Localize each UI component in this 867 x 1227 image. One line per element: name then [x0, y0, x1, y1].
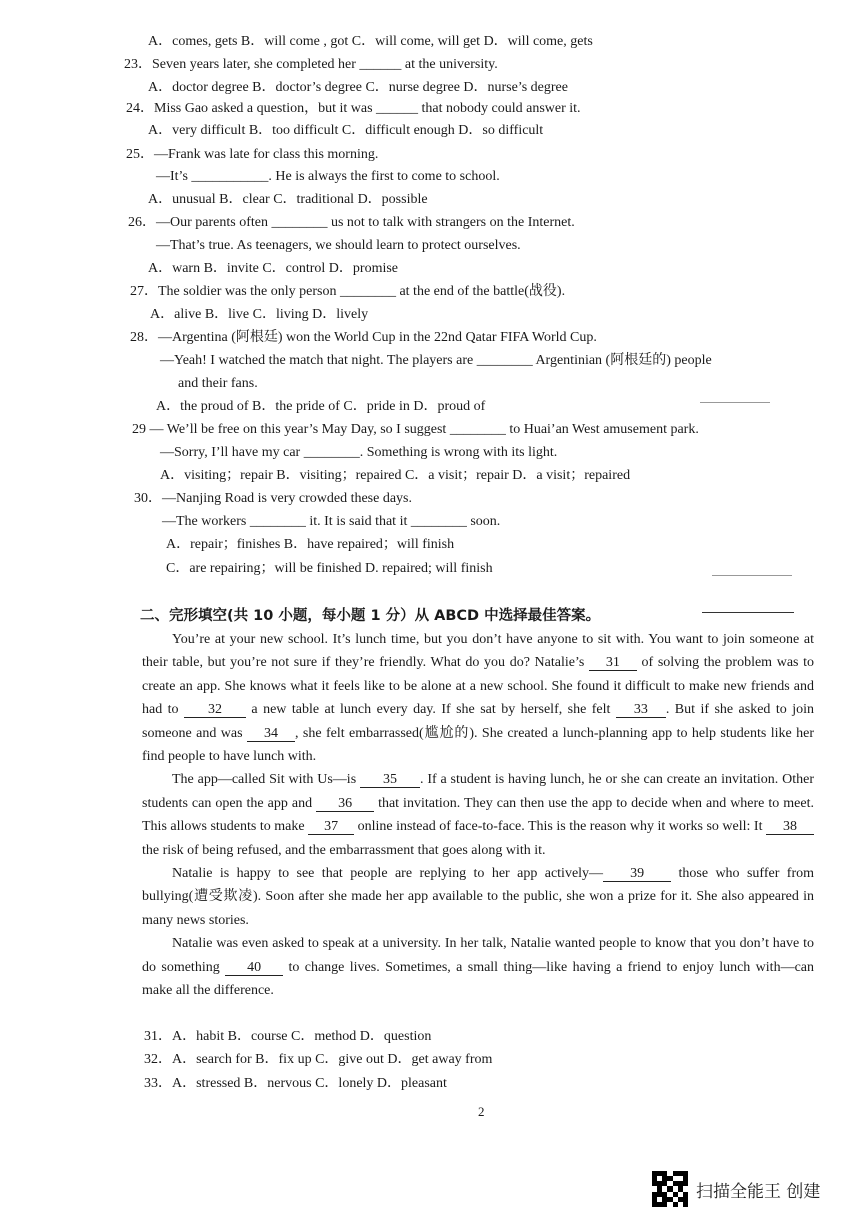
- question-line: 24．Miss Gao asked a question，but it was ______ that nobody could answer it.: [126, 101, 581, 116]
- passage-text: a new table at lunch every day. If she sat by herself, she felt: [245, 702, 616, 718]
- page-number: 2: [478, 1104, 485, 1119]
- scan-artifact: [702, 612, 794, 613]
- blank-number: 40: [225, 961, 283, 976]
- passage-text: online instead of face-to-face. This is the reason why it works so well: It: [354, 819, 766, 835]
- passage-text: of solving the problem was to create an app. She knows what it feels like to be alone at a new school. She found it difficult to make new friends and had to: [142, 655, 814, 718]
- question-line: —The workers ________ it. It is said that it ________ soon.: [162, 514, 501, 529]
- question-line: A．very difficult B．too difficult C．difficult enough D．so difficult: [148, 123, 544, 138]
- question-line: 27．The soldier was the only person ________ at the end of the battle(战役).: [130, 284, 566, 299]
- passage-text: . But if she asked to join someone and was: [142, 702, 814, 741]
- scanner-watermark: [652, 1171, 820, 1207]
- blank-number: 36: [316, 797, 374, 812]
- passage-text: The app—called Sit with Us—is: [172, 772, 360, 788]
- question-line: 25．—Frank was late for class this morning.: [126, 147, 379, 162]
- blank-number: 38: [766, 820, 814, 835]
- passage-text: , she felt embarrassed(尴尬的). She created a lunch-planning app to help students like her find people to have lunch with.: [142, 725, 814, 765]
- option-line: 31．A．habit B．course C．method D．question: [144, 1029, 432, 1044]
- blank-number: 39: [603, 867, 671, 882]
- passage-text: those who suffer from bullying(遭受欺凌). Soon after she made her app available to the public, she won a prize for it. She also appeared in many news stories.: [142, 866, 814, 928]
- section-heading: 二、完形填空(共 10 小题，每小题 1 分）从 ABCD 中选择最佳答案。: [140, 608, 601, 624]
- passage-text: You’re at your new school. It’s lunch time, but you don’t have anyone to sit with. You want to join someone at their table, but you’re not sure if they’re friendly. What do you do? Natalie’s: [142, 632, 814, 671]
- question-line: and their fans.: [178, 376, 258, 391]
- question-line: A．alive B．live C．living D．lively: [150, 307, 369, 322]
- scan-artifact: [712, 575, 792, 576]
- question-line: 26．—Our parents often ________ us not to talk with strangers on the Internet.: [128, 215, 575, 230]
- question-line: A．visiting；repair B．visiting；repaired C．a visit；repair D．a visit；repaired: [160, 468, 631, 483]
- passage-text: that invitation. They can then use the app to decide when and where to meet. This allows students to make: [142, 795, 814, 835]
- question-line: 30．—Nanjing Road is very crowded these days.: [134, 491, 412, 506]
- question-line: A．the proud of B．the pride of C．pride in D．proud of: [156, 399, 486, 414]
- passage-paragraph: [142, 932, 814, 1002]
- blank-number: 31: [589, 656, 637, 671]
- passage-paragraph: [142, 768, 814, 862]
- question-line: —Sorry, I’ll have my car ________. Something is wrong with its light.: [160, 445, 558, 460]
- passage-text: the risk of being refused, and the embarrassment that goes along with it.: [142, 842, 546, 858]
- question-line: A．doctor degree B．doctor’s degree C．nurse degree D．nurse’s degree: [148, 80, 568, 95]
- scan-artifact: [700, 402, 770, 403]
- passage-text: Natalie is happy to see that people are replying to her app actively—: [172, 866, 604, 882]
- passage-text: Natalie was even asked to speak at a university. In her talk, Natalie wanted people to know that you don’t have to do something: [142, 936, 814, 975]
- passage-paragraph: [142, 628, 814, 768]
- blank-number: 37: [308, 820, 354, 835]
- cloze-passage: [142, 628, 814, 1003]
- question-line: A．unusual B．clear C．traditional D．possible: [148, 192, 428, 207]
- question-line: A．repair；finishes B．have repaired；will finish: [166, 537, 455, 552]
- blank-number: 32: [184, 703, 246, 718]
- passage-text: . If a student is having lunch, he or she can create an invitation. Other students can open the app and: [142, 772, 814, 811]
- question-line: C．are repairing；will be finished D. repaired; will finish: [166, 561, 493, 576]
- question-line: A．warn B．invite C．control D．promise: [148, 261, 399, 276]
- blank-number: 34: [247, 727, 295, 742]
- question-line: 23．Seven years later, she completed her ______ at the university.: [124, 57, 498, 72]
- passage-paragraph: [142, 862, 814, 932]
- question-line: —Yeah! I watched the match that night. The players are ________ Argentinian (阿根廷的) people: [160, 353, 712, 368]
- question-line: —That’s true. As teenagers, we should learn to protect ourselves.: [156, 238, 521, 253]
- option-line: 33．A．stressed B．nervous C．lonely D．pleasant: [144, 1076, 447, 1091]
- question-line: —It’s ___________. He is always the first to come to school.: [156, 169, 500, 184]
- watermark-text: 扫描全能王 创建: [696, 1181, 821, 1202]
- question-line: 29 — We’ll be free on this year’s May Day, so I suggest ________ to Huai’an West amusement park.: [132, 422, 699, 437]
- qr-code-icon: [652, 1171, 688, 1207]
- question-line: A．comes, gets B．will come , got C．will come, will get D．will come, gets: [148, 34, 593, 49]
- passage-text: to change lives. Sometimes, a small thing—like having a friend to enjoy lunch with—can make all the difference.: [142, 959, 814, 999]
- option-line: 32．A．search for B．fix up C．give out D．get away from: [144, 1052, 493, 1067]
- blank-number: 35: [360, 773, 420, 788]
- blank-number: 33: [616, 703, 666, 718]
- question-line: 28．—Argentina (阿根廷) won the World Cup in the 22nd Qatar FIFA World Cup.: [130, 330, 597, 345]
